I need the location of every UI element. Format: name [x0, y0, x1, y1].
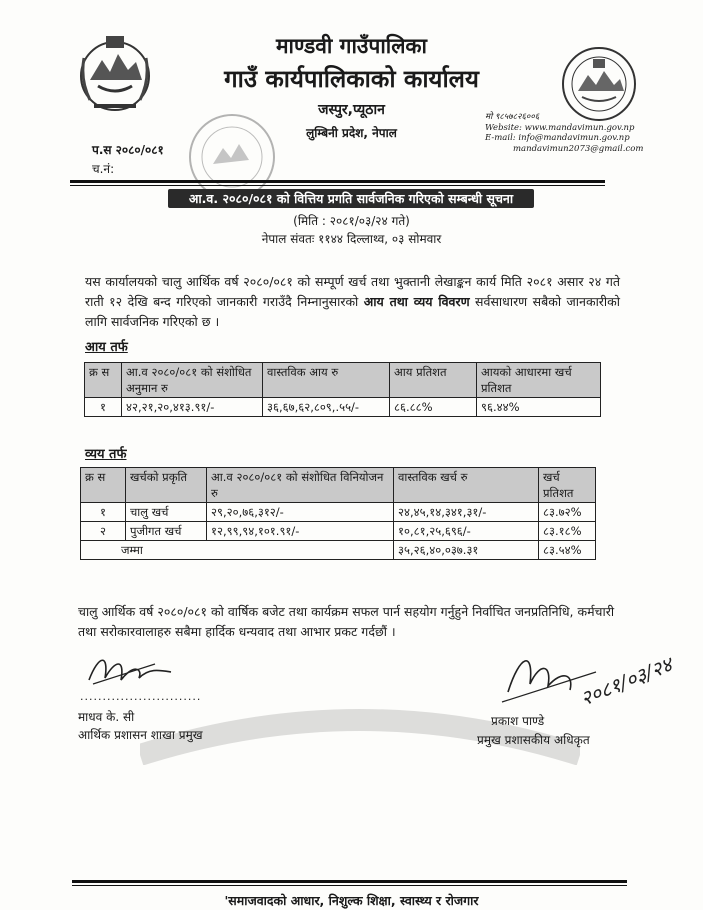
signature-left — [85, 650, 175, 690]
intro-paragraph: यस कार्यालयको चालु आर्थिक वर्ष २०८०/०८१ को सम्पूर्ण खर्च तथा भुक्तानी लेखाङ्कन कार्य मिति २०८१ असार २४ गते राती १२ देखि बन्द गरिएको जानकारी गराउँदै निम्नानुसारको आय तथा व्यय विवरण सर्वसाधारण सबैको जानकारीको लागि सार्वजनिक गरिएको छ । — [85, 274, 620, 329]
table-header-row: क्र स खर्चको प्रकृति आ.व २०८०/०८१ को संशोधित विनियोजन रु वास्तविक खर्च रु खर्च प्रतिशत — [81, 468, 596, 503]
nepal-samvat-date: नेपाल संवतः ११४४ दिल्लाथ्व, ०३ सोमवार — [261, 232, 442, 246]
email-secondary: mandavimun2073@gmail.com — [513, 143, 644, 154]
table-total-row: जम्मा ३५,२६,४०,०३७.३१ ८३.५४% — [81, 541, 596, 560]
notice-date: (मिति : २०८१/०३/२४ गते) — [293, 214, 410, 228]
footer-rule-thick — [72, 880, 627, 883]
notice-subject: आ.व. २०८०/०८१ को वित्तिय प्रगति सार्वजनिक गरिएको सम्बन्धी सूचना — [168, 189, 534, 208]
municipality-name: माण्डवी गाउँपालिका — [275, 34, 427, 58]
expense-heading: व्यय तर्फ — [85, 447, 127, 462]
header-rule-thin — [70, 185, 605, 186]
table-row: १ चालु खर्च २९,२०,७६,३१२/- २४,४५,१४,३४१,३१/- ८३.७२% — [81, 503, 596, 522]
income-table — [84, 362, 601, 417]
table-row: १ ४२,२१,२०,४१३.९१/- ३६,६७,६२,८०९,.५५/- ८६.८८% ९६.४४% — [85, 398, 601, 417]
header-rule-thick — [70, 180, 605, 183]
reference-number: प.स २०८०/०८१ — [92, 143, 164, 157]
signatory-right-name: प्रकाश पाण्डे — [491, 714, 545, 728]
footer-rule-thin — [72, 885, 627, 886]
contact-block — [485, 112, 643, 154]
table-row: २ पुजीगत खर्च १२,९९,९४,१०१.९१/- १०,८१,२५,६९६/- ८३.१८% — [81, 522, 596, 541]
province: लुम्बिनी प्रदेश, नेपाल — [306, 126, 397, 140]
handwritten-date: २०८१/०३/२४ — [576, 652, 676, 711]
email-label: E-mail: — [485, 133, 516, 143]
intro-bold-phrase: आय तथा व्यय विवरण — [363, 294, 470, 309]
website: Website: www.mandavimun.gov.np — [485, 122, 635, 133]
signature-right — [500, 640, 690, 715]
location: जस्पुर,प्यूठान — [318, 102, 385, 118]
expense-table — [80, 467, 596, 560]
phone-number: मो ९८५७८२६००६ — [485, 112, 540, 122]
dispatch-number: च.नं: — [92, 162, 115, 176]
signatory-right-designation: प्रमुख प्रशासकीय अधिकृत — [477, 733, 590, 747]
signatory-left-name: माधव के. सी — [78, 710, 135, 724]
office-name: गाउँ कार्यपालिकाको कार्यालय — [224, 65, 479, 93]
email-primary: info@mandavimun.gov.np — [518, 133, 630, 143]
table-header-row: क्र स आ.व २०८०/०८१ को संशोधित अनुमान रु वास्तविक आय रु आय प्रतिशत आयको आधारमा खर्च प्रतिशत — [85, 363, 601, 398]
closing-paragraph: चालु आर्थिक वर्ष २०८०/०८१ को वार्षिक बजेट तथा कार्यक्रम सफल पार्न सहयोग गर्नुहुने निर्वाचित जनप्रतिनिधि, कर्मचारी तथा सरोकारवालाहरु सबैमा हार्दिक धन्यवाद तथा आभार प्रकट गर्दछौं । — [78, 604, 615, 639]
signatory-left-designation: आर्थिक प्रशासन शाखा प्रमुख — [78, 728, 203, 742]
signature-line-left: ........................... — [80, 690, 202, 703]
income-heading: आय तर्फ — [85, 340, 128, 355]
footer-slogan: 'समाजवादको आधार, निशुल्क शिक्षा, स्वास्थ्य र रोजगार — [224, 893, 479, 908]
